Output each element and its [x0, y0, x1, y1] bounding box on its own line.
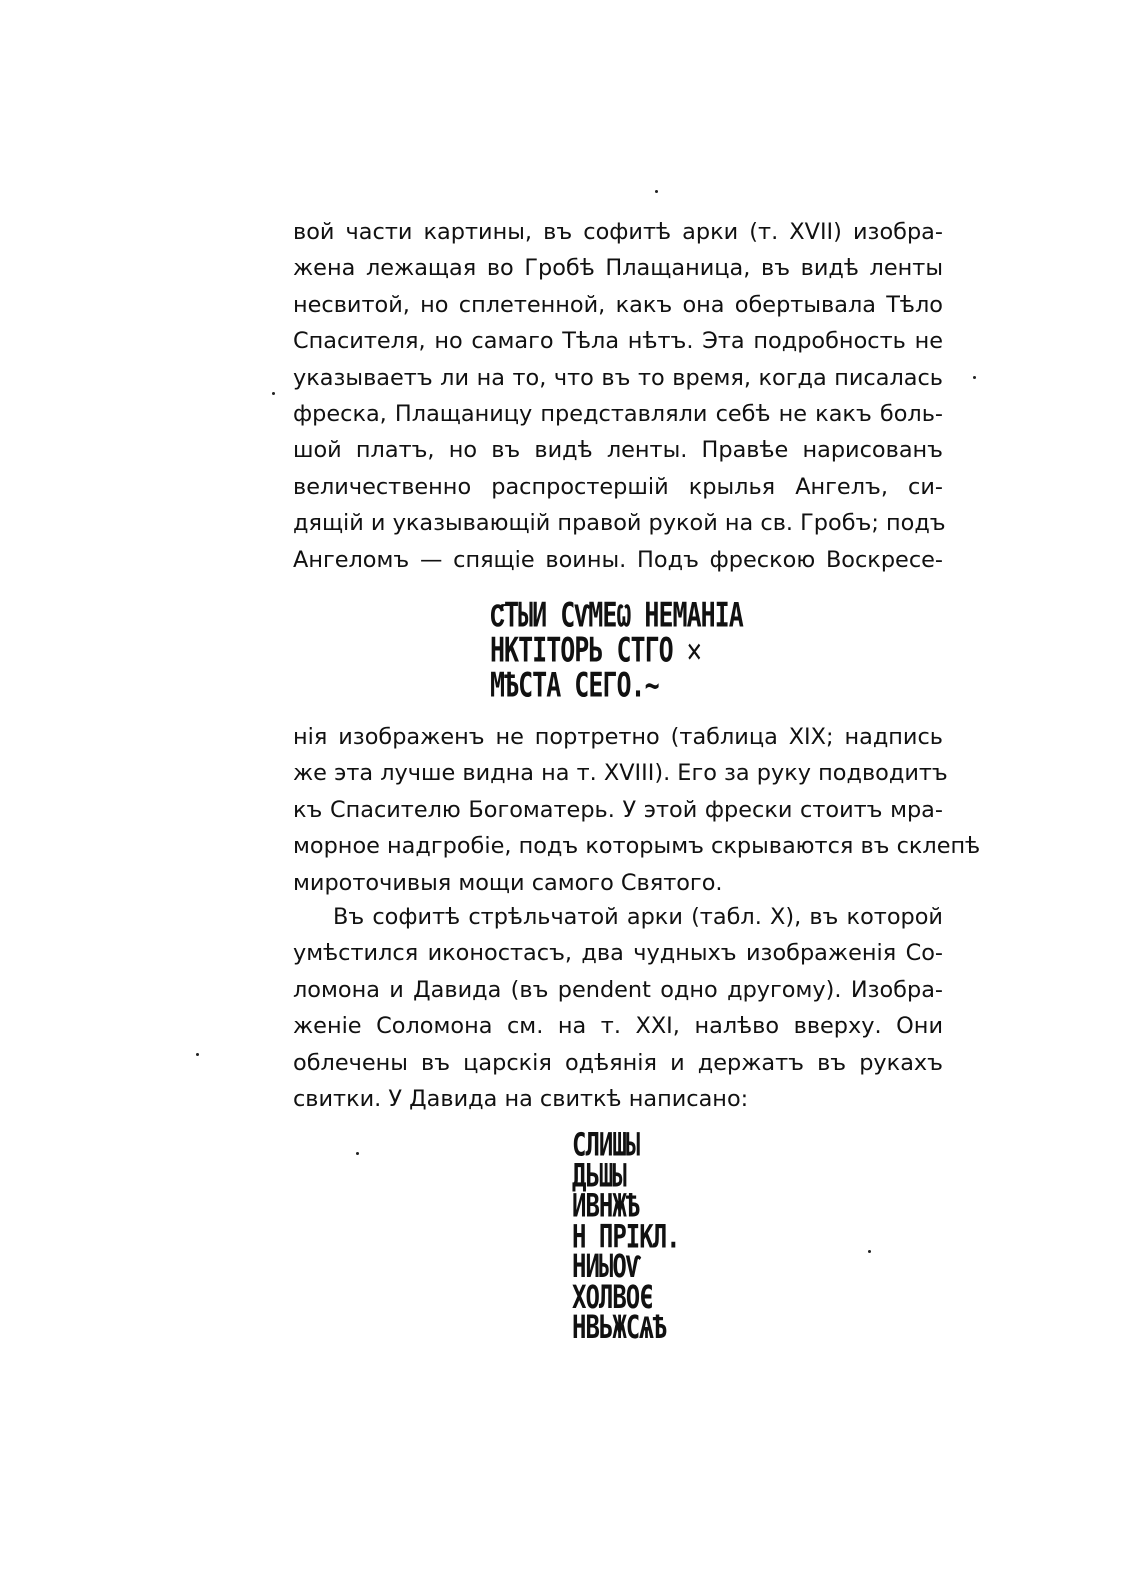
inscription-line: НИЫОѴ	[572, 1247, 640, 1286]
inscription-line: С҃ТЫИ СѴМЕѠ НЕМАНІА	[490, 595, 743, 635]
text-line: вой части картины, въ софитѣ арки (т. XVII) изобра-	[293, 219, 943, 245]
inscription-line: Н ПРІКЛ.	[572, 1217, 680, 1255]
text-line: женіе Соломона см. на т. XXI, налѣво вверху. Они	[293, 1013, 943, 1040]
text-line: указываетъ ли на то, что въ то время, когда писалась	[293, 364, 943, 391]
page-speck	[196, 1053, 199, 1056]
text-line: нія изображенъ не портретно (таблица XIX; надпись	[293, 724, 943, 750]
text-line: облечены въ царскія одѣянія и держатъ въ рукахъ	[293, 1049, 943, 1076]
page-speck	[272, 392, 275, 395]
page-speck	[356, 1152, 359, 1155]
text-line: умѣстился иконостасъ, два чудныхъ изображенія Со-	[293, 940, 943, 967]
inscription-line: НКТІТОРЬ СТГО ✕	[490, 630, 701, 670]
text-line: Въ софитѣ стрѣльчатой арки (табл. X), въ которой	[333, 904, 943, 930]
page-speck	[868, 1250, 871, 1253]
paragraph-block-3	[293, 899, 943, 1117]
text-line: къ Спасителю Богоматерь. У этой фрески стоитъ мра-	[293, 796, 943, 823]
paragraph-block-2	[293, 719, 981, 901]
text-line: мироточивыя мощи самого Святого.	[293, 869, 723, 896]
text-line: Спасителя, но самаго Тѣла нѣтъ. Эта подробность не	[293, 328, 943, 355]
page-speck	[973, 376, 976, 379]
page-speck	[655, 190, 658, 193]
text-line: же эта лучше видна на т. XVIII). Его за руку подводитъ	[293, 760, 948, 787]
text-line: несвитой, но сплетенной, какъ она обертывала Тѣло	[293, 291, 943, 318]
text-line: жена лежащая во Гробѣ Плащаница, въ видѣ ленты	[293, 255, 943, 282]
church-slavonic-inscription-nemanja	[490, 595, 743, 705]
inscription-line: ДЬШЫ	[572, 1156, 626, 1195]
inscription-line: ХОЛВОЄ	[572, 1277, 653, 1316]
inscription-line: СЛИШЫ	[572, 1125, 640, 1164]
inscription-line: НВЬЖСѦѢ	[572, 1308, 667, 1346]
text-line: шой платъ, но въ видѣ ленты. Правѣе нарисованъ	[293, 437, 943, 464]
inscription-line: ИВНЖѢ	[572, 1186, 640, 1225]
text-line: величественно распростершій крылья Ангелъ, си-	[293, 473, 943, 500]
church-slavonic-inscription-david-scroll	[572, 1125, 680, 1346]
text-line: дящій и указывающій правой рукой на св. Гробъ; подъ	[293, 510, 946, 537]
text-line: Ангеломъ — спящіе воины. Подъ фрескою Воскресе-	[293, 546, 943, 573]
text-line: фреска, Плащаницу представляли себѣ не какъ боль-	[293, 400, 943, 427]
text-line: ломона и Давида (въ pendent одно другому). Изобра-	[293, 976, 943, 1003]
text-line: свитки. У Давида на свиткѣ написано:	[293, 1085, 749, 1112]
inscription-line: МѢСТА СЕГО.~	[490, 665, 659, 705]
paragraph-block-1	[293, 214, 946, 578]
text-line: морное надгробіе, подъ которымъ скрываются въ склепѣ	[293, 833, 981, 860]
